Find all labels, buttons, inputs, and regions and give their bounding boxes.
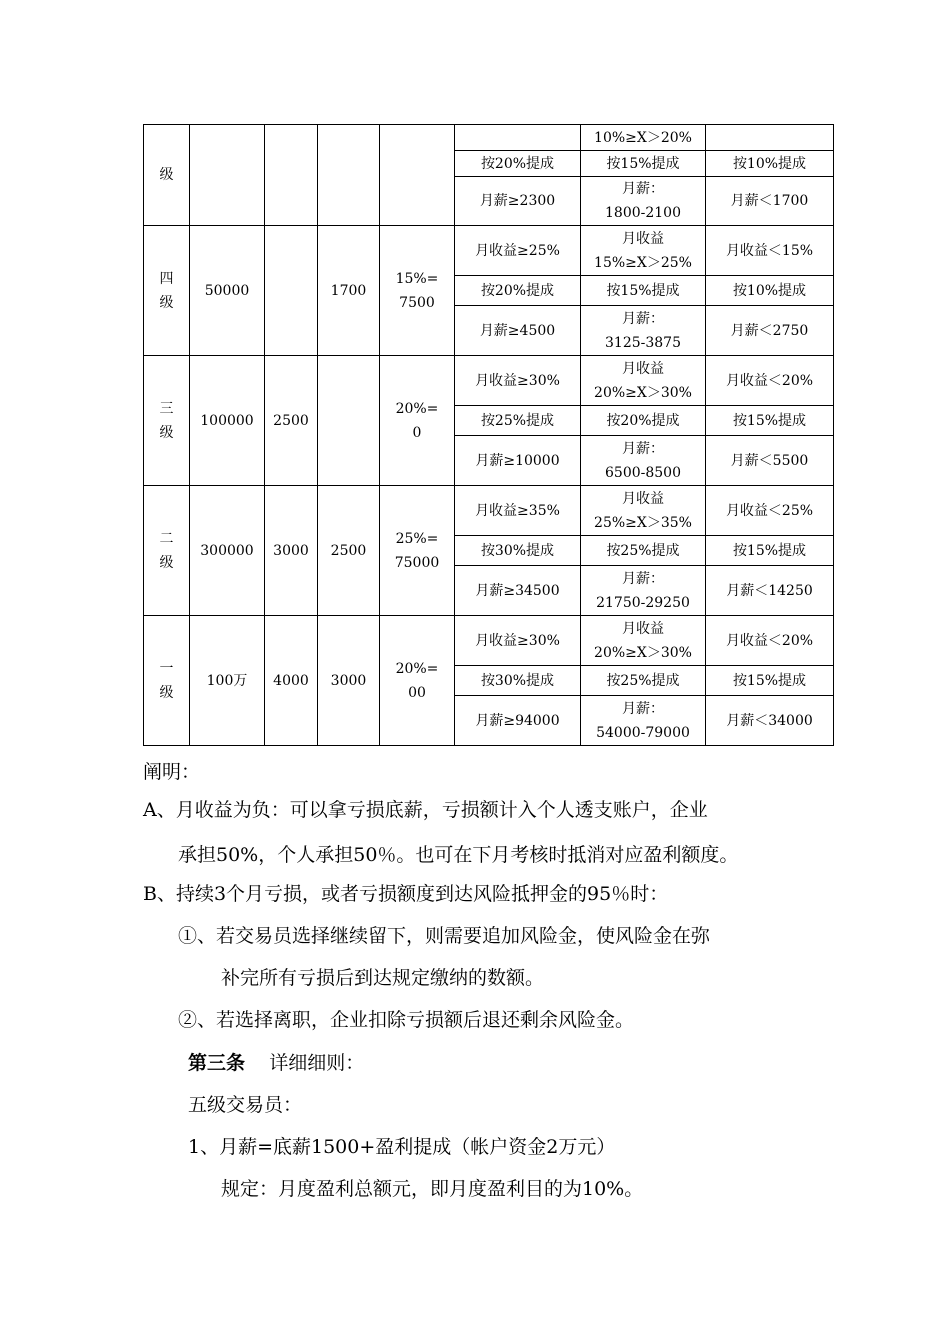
- level5-heading: 五级交易员：: [188, 1094, 303, 1116]
- condition-cell: 按30%提成: [455, 666, 581, 696]
- condition-cell: 月薪＜5500: [706, 436, 834, 486]
- capital-cell: 100万: [190, 616, 265, 746]
- target-cell: 15%= 7500: [380, 226, 455, 356]
- condition-cell: 按25%提成: [581, 536, 706, 566]
- condition-cell: 月薪： 54000-79000: [581, 696, 706, 746]
- target-cell: 25%= 75000: [380, 486, 455, 616]
- target-cell: 20%= 0: [380, 356, 455, 486]
- table-row: [144, 486, 834, 536]
- condition-cell: 月收益 20%≥X＞30%: [581, 356, 706, 406]
- capital-cell: 100000: [190, 356, 265, 486]
- condition-cell: 月薪＜1700: [706, 177, 834, 226]
- condition-cell: 月薪＜34000: [706, 696, 834, 746]
- condition-cell: 月薪≥4500: [455, 306, 581, 356]
- base-a-cell: 3000: [265, 486, 318, 616]
- grade-table: [143, 124, 834, 746]
- condition-cell: 按20%提成: [581, 406, 706, 436]
- condition-cell: 月收益＜25%: [706, 486, 834, 536]
- note-a-line1: A、月收益为负：可以拿亏损底薪，亏损额计入个人透支账户，企业: [143, 799, 708, 821]
- note-a-line2: 承担50%，个人承担50％。也可在下月考核时抵消对应盈利额度。: [178, 844, 739, 866]
- base-b-cell: [318, 356, 380, 486]
- condition-cell: 月收益＜15%: [706, 226, 834, 276]
- capital-cell: [190, 125, 265, 226]
- condition-cell: 月薪： 6500-8500: [581, 436, 706, 486]
- condition-cell: 按25%提成: [581, 666, 706, 696]
- target-cell: 20%= 00: [380, 616, 455, 746]
- article-subtitle: 详细细则：: [269, 1052, 365, 1074]
- condition-cell: 按30%提成: [455, 536, 581, 566]
- note-b1-line2: 补完所有亏损后到达规定缴纳的数额。: [221, 967, 545, 989]
- item-1: 1、月薪=底薪1500+盈利提成（帐户资金2万元）: [188, 1136, 616, 1158]
- table-row: [144, 226, 834, 276]
- condition-cell: 月薪： 21750-29250: [581, 566, 706, 616]
- condition-cell: 月薪≥34500: [455, 566, 581, 616]
- table-row: [144, 616, 834, 666]
- article-heading: [188, 1049, 364, 1077]
- condition-cell: 月收益＜20%: [706, 356, 834, 406]
- condition-cell: 月薪≥10000: [455, 436, 581, 486]
- condition-cell: 月收益≥30%: [455, 356, 581, 406]
- base-a-cell: 2500: [265, 356, 318, 486]
- base-a-cell: 4000: [265, 616, 318, 746]
- level-cell: 一 级: [144, 616, 190, 746]
- condition-cell: 月薪＜2750: [706, 306, 834, 356]
- condition-cell: 月薪≥94000: [455, 696, 581, 746]
- condition-cell: 月薪≥2300: [455, 177, 581, 226]
- condition-cell: 按15%提成: [706, 666, 834, 696]
- condition-cell: 月收益≥30%: [455, 616, 581, 666]
- condition-cell: 月薪： 1800-2100: [581, 177, 706, 226]
- target-cell: [380, 125, 455, 226]
- condition-cell: 按15%提成: [706, 536, 834, 566]
- condition-cell: 月薪： 3125-3875: [581, 306, 706, 356]
- condition-cell: 按10%提成: [706, 276, 834, 306]
- level-cell: 三 级: [144, 356, 190, 486]
- base-b-cell: [318, 125, 380, 226]
- condition-cell: [455, 125, 581, 151]
- rule-line: 规定：月度盈利总额元，即月度盈利目的为10%。: [221, 1178, 644, 1200]
- condition-cell: 按15%提成: [581, 151, 706, 177]
- condition-cell: 月收益 25%≥X＞35%: [581, 486, 706, 536]
- note-b-line1: B、持续3个月亏损，或者亏损额度到达风险抵押金的95％时：: [143, 883, 669, 905]
- condition-cell: 按20%提成: [455, 151, 581, 177]
- table-row: [144, 125, 834, 151]
- condition-cell: 月收益＜20%: [706, 616, 834, 666]
- note-b2-line1: ②、若选择离职，企业扣除亏损额后退还剩余风险金。: [178, 1009, 635, 1031]
- base-b-cell: 3000: [318, 616, 380, 746]
- condition-cell: 月收益 15%≥X＞25%: [581, 226, 706, 276]
- base-b-cell: 2500: [318, 486, 380, 616]
- condition-cell: 按20%提成: [455, 276, 581, 306]
- base-a-cell: [265, 226, 318, 356]
- capital-cell: 50000: [190, 226, 265, 356]
- condition-cell: 按25%提成: [455, 406, 581, 436]
- condition-cell: 10%≥X＞20%: [581, 125, 706, 151]
- note-b1-line1: ①、若交易员选择继续留下，则需要追加风险金，使风险金在弥: [178, 925, 711, 947]
- level-cell: 级: [144, 125, 190, 226]
- condition-cell: [706, 125, 834, 151]
- base-b-cell: 1700: [318, 226, 380, 356]
- article-title: 第三条: [188, 1052, 246, 1074]
- level-cell: 四 级: [144, 226, 190, 356]
- condition-cell: 按15%提成: [581, 276, 706, 306]
- notes-heading: 阐明：: [143, 761, 201, 783]
- level-cell: 二 级: [144, 486, 190, 616]
- condition-cell: 按10%提成: [706, 151, 834, 177]
- condition-cell: 月收益≥25%: [455, 226, 581, 276]
- condition-cell: 月收益 20%≥X＞30%: [581, 616, 706, 666]
- capital-cell: 300000: [190, 486, 265, 616]
- condition-cell: 按15%提成: [706, 406, 834, 436]
- condition-cell: 月收益≥35%: [455, 486, 581, 536]
- base-a-cell: [265, 125, 318, 226]
- condition-cell: 月薪＜14250: [706, 566, 834, 616]
- table-row: [144, 356, 834, 406]
